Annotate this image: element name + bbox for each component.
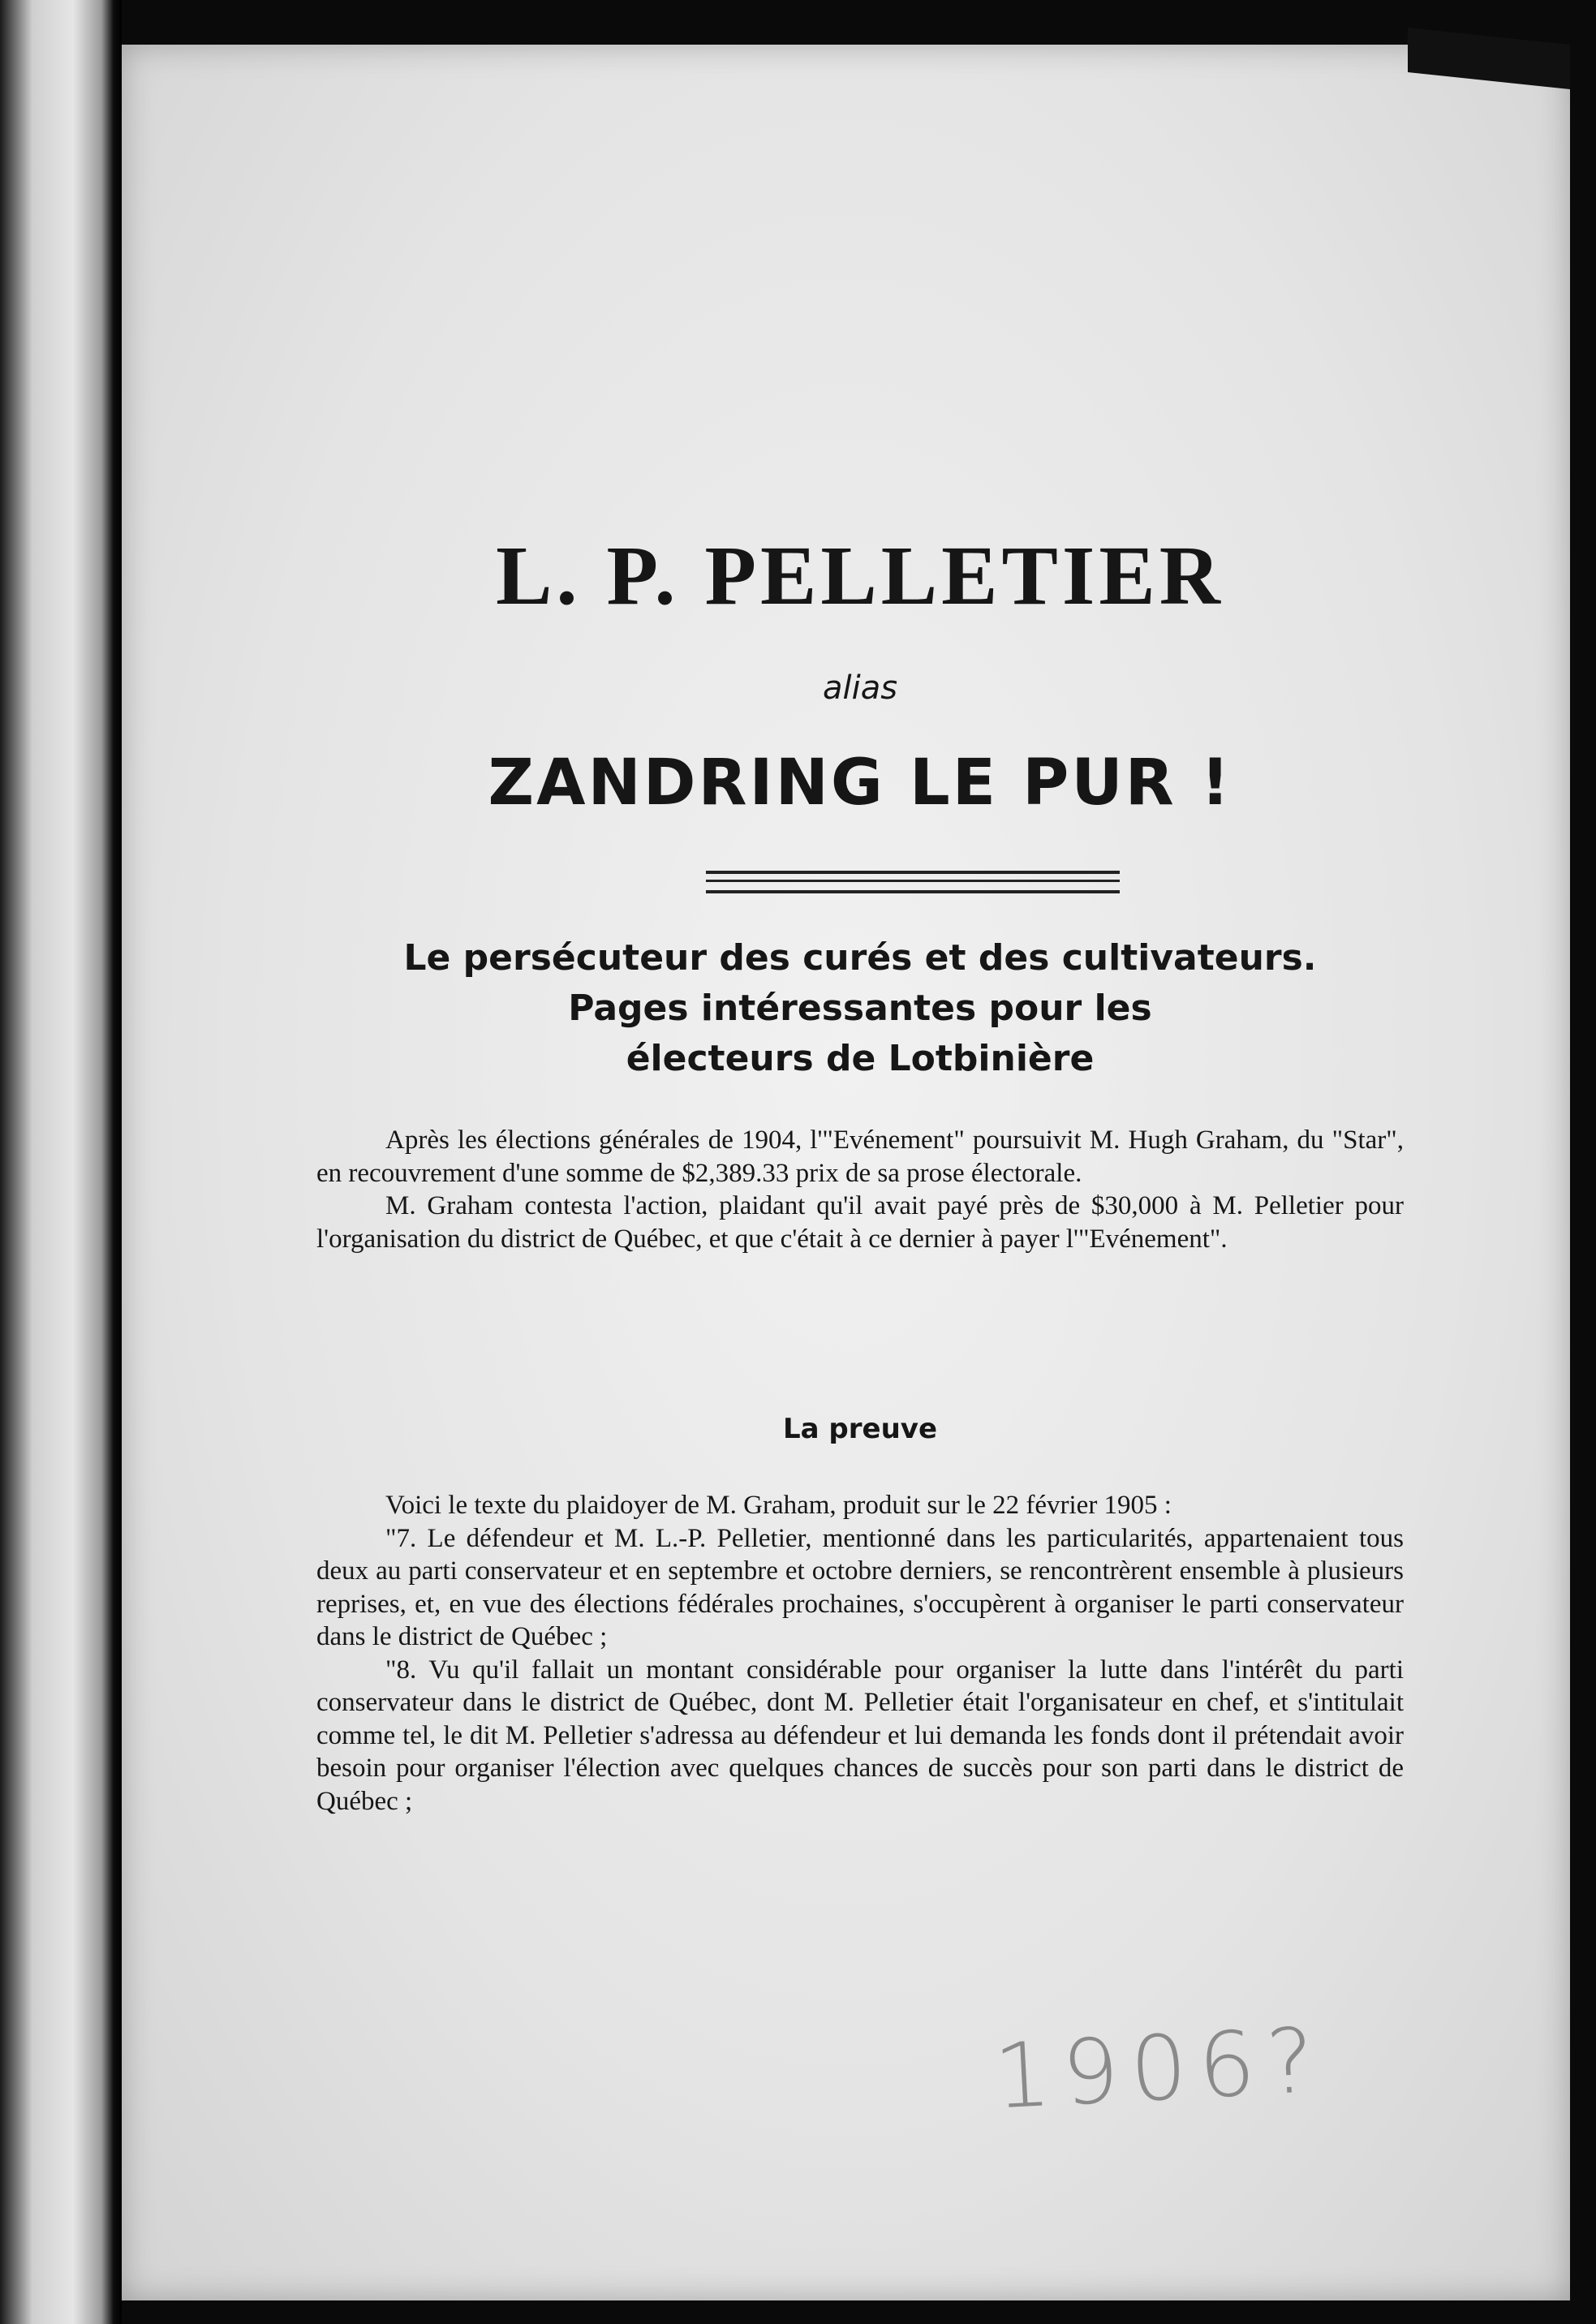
headline-line: Le persécuteur des curés et des cultivateurs. xyxy=(403,937,1317,979)
headline-line: électeurs de Lotbinière xyxy=(626,1038,1095,1079)
headline xyxy=(316,933,1404,1084)
decorative-rule xyxy=(706,871,1120,893)
headline-line: Pages intéressantes pour les xyxy=(568,988,1152,1029)
body-paragraph: M. Graham contesta l'action, plaidant qu'il avait payé près de $30,000 à M. Pelletier pour l'organisation du district de Québec, et que c'était à ce dernier à payer l'"Evénement". xyxy=(316,1191,1404,1254)
scan-corner-artifact xyxy=(1408,28,1570,89)
scan-left-edge xyxy=(0,0,122,2324)
document-subtitle: ZANDRING LE PUR ! xyxy=(488,747,1232,820)
body-paragraph: "8. Vu qu'il fallait un montant considérable pour organiser la lutte dans l'intérêt du parti conservateur dans le district de Québec, dont M. Pelletier était l'organisateur en chef, et s'intitulait comme tel, le dit M. Pelletier s'adressa au défendeur et lui demanda les fonds dont il prétendait avoir besoin pour organiser l'élection avec quelques chances de succès pour son parti dans le district de Québec ; xyxy=(316,1655,1404,1816)
document-title: L. P. PELLETIER xyxy=(496,529,1224,622)
section-heading: La preuve xyxy=(782,1413,938,1445)
handwritten-date-note: 1906? xyxy=(991,2008,1328,2129)
document-page xyxy=(122,45,1570,2300)
proof-text xyxy=(316,1489,1404,1818)
title-alias: alias xyxy=(822,669,898,707)
body-paragraph: "7. Le défendeur et M. L.-P. Pelletier, mentionné dans les particularités, appartenaient tous deux au parti conservateur et en septembre et octobre derniers, se rencontrèrent ensemble à plusieurs reprises, et, en vue des élections fédérales prochaines, s'occupèrent à organiser le parti conservateur dans le district de Québec ; xyxy=(316,1523,1404,1651)
body-paragraph: Après les élections générales de 1904, l'"Evénement" poursuivit M. Hugh Graham, du "Star", en recouvrement d'une somme de $2,389.33 prix de sa prose électorale. xyxy=(316,1125,1404,1188)
body-paragraph: Voici le texte du plaidoyer de M. Graham, produit sur le 22 février 1905 : xyxy=(385,1491,1172,1520)
intro-text xyxy=(316,1124,1404,1255)
